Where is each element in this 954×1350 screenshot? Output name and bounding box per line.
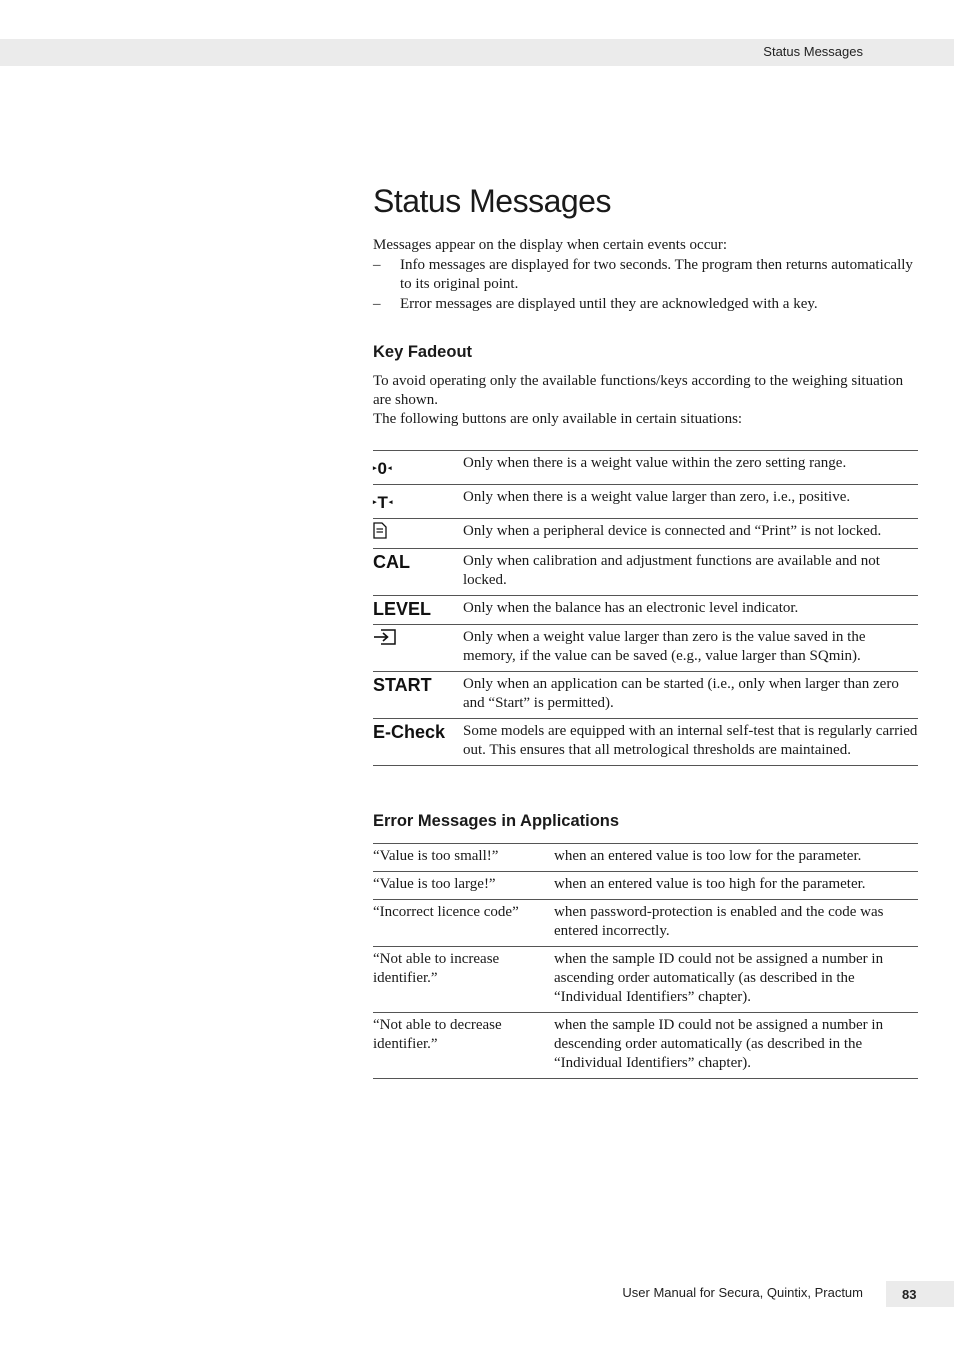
error-description: when the sample ID could not be assigned a number in ascending order automatically (as described in the “Individual Identifiers” chapter). [554,947,918,1013]
error-message: “Incorrect licence code” [373,900,554,947]
key-cell [373,451,463,485]
error-description: when an entered value is too low for the parameter. [554,844,918,872]
running-header: Status Messages [763,44,863,59]
key-fadeout-intro [373,372,918,429]
key-description: Only when there is a weight value within the zero setting range. [463,451,918,485]
main-content [373,180,918,1079]
list-item [373,256,918,295]
section-heading-error-messages: Error Messages in Applications [373,812,620,830]
table-row [373,900,918,947]
intro-list [373,256,918,315]
key-description: Some models are equipped with an internal self-test that is regularly carried out. This ensures that all metrological thresholds are maintained. [463,719,918,766]
error-message: “Not able to decrease identifier.” [373,1013,554,1079]
dash-marker: – [373,256,381,273]
error-description: when the sample ID could not be assigned a number in descending order automatically (as described in the “Individual Identifiers” chapter). [554,1013,918,1079]
error-message: “Not able to increase identifier.” [373,947,554,1013]
paragraph: To avoid operating only the available functions/keys according to the weighing situation are shown. [373,373,904,408]
key-fadeout-table [373,450,918,766]
error-messages-table [373,843,918,1079]
table-row [373,625,918,672]
print-document-icon [373,523,387,543]
table-row [373,519,918,549]
intro-lead: Messages appear on the display when certain events occur: [373,237,728,253]
table-row [373,1013,918,1079]
error-message: “Value is too large!” [373,872,554,900]
table-row [373,872,918,900]
table-row [373,844,918,872]
error-description: when password-protection is enabled and the code was entered incorrectly. [554,900,918,947]
key-cell [373,625,463,672]
error-description: when an entered value is too high for the parameter. [554,872,918,900]
table-row [373,672,918,719]
key-description: Only when the balance has an electronic level indicator. [463,596,918,625]
section-heading-key-fadeout: Key Fadeout [373,343,473,361]
header-band [0,39,954,66]
page-title: Status Messages [373,183,611,219]
error-message: “Value is too small!” [373,844,554,872]
dash-marker: – [373,295,381,312]
list-item [373,295,918,315]
start-key-label: START [373,672,463,719]
key-cell [373,485,463,519]
table-row [373,596,918,625]
table-row [373,719,918,766]
echeck-key-label: E-Check [373,719,463,766]
page-number: 83 [902,1287,917,1302]
paragraph: The following buttons are only available in certain situations: [373,411,743,427]
page-number-box [886,1281,954,1307]
level-key-label: LEVEL [373,596,463,625]
table-row [373,451,918,485]
key-description: Only when a weight value larger than zero is the value saved in the memory, if the value can be saved (e.g., value larger than SQmin). [463,625,918,672]
list-item-text: Error messages are displayed until they are acknowledged with a key. [400,295,818,312]
key-description: Only when an application can be started (i.e., only when larger than zero and “Start” is permitted). [463,672,918,719]
table-row [373,485,918,519]
cal-key-label: CAL [373,549,463,596]
zero-key-icon: ▸ 0 ◂ [373,459,392,478]
key-description: Only when a peripheral device is connected and “Print” is not locked. [463,519,918,549]
tare-key-icon: ▸ T ◂ [373,493,393,512]
intro-section [373,236,918,314]
key-description: Only when calibration and adjustment functions are available and not locked. [463,549,918,596]
footer-manual-title: User Manual for Secura, Quintix, Practum [622,1285,863,1300]
save-to-memory-icon [373,630,397,650]
key-description: Only when there is a weight value larger than zero, i.e., positive. [463,485,918,519]
table-row [373,947,918,1013]
table-row [373,549,918,596]
key-cell [373,519,463,549]
list-item-text: Info messages are displayed for two seconds. The program then returns automatically to its original point. [400,256,913,292]
